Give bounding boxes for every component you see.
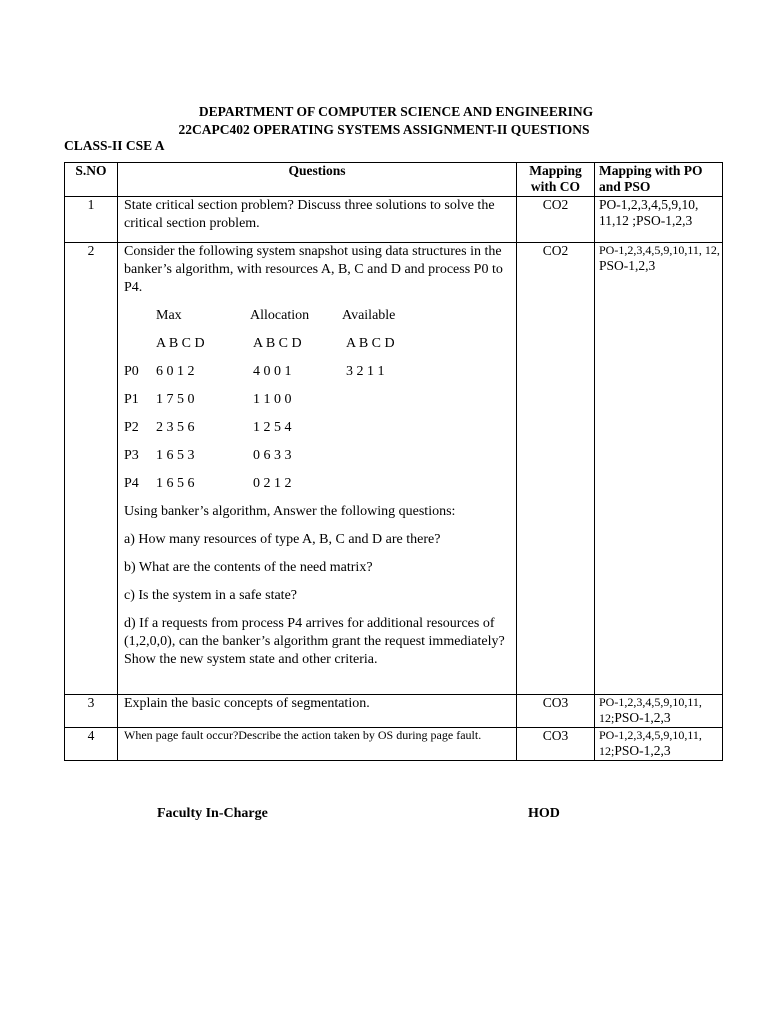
process-max: 6 0 1 2 xyxy=(156,364,195,379)
col-max: Max xyxy=(156,308,182,323)
resource-label: A B C D xyxy=(156,336,205,351)
process-name: P2 xyxy=(124,420,139,435)
question-text: When page fault occur?Describe the action taken by OS during page fault. xyxy=(124,728,482,742)
faculty-signature-label: Faculty In-Charge xyxy=(157,806,268,821)
process-row xyxy=(124,475,510,503)
snapshot-resource-labels xyxy=(124,335,510,363)
row-co: CO2 xyxy=(517,243,595,695)
hod-signature-label: HOD xyxy=(528,806,560,821)
row-po xyxy=(595,695,723,728)
process-available: 3 2 1 1 xyxy=(346,364,385,379)
question-text: Explain the basic concepts of segmentation. xyxy=(124,696,370,711)
process-name: P1 xyxy=(124,392,139,407)
pso-line: PSO-1,2,3 xyxy=(614,710,671,725)
snapshot-col-headers xyxy=(124,307,510,335)
table-row xyxy=(65,197,723,243)
row-question xyxy=(118,728,517,761)
process-max: 1 6 5 3 xyxy=(156,448,195,463)
col-allocation: Allocation xyxy=(250,308,310,323)
process-allocation: 0 2 1 2 xyxy=(253,476,292,491)
header-po: Mapping with PO and PSO xyxy=(595,163,723,197)
follow-up-text: Using banker’s algorithm, Answer the following questions: xyxy=(124,504,456,519)
po-line-cont: 12; xyxy=(599,711,615,725)
row-question xyxy=(118,243,517,695)
process-row xyxy=(124,447,510,475)
row-question xyxy=(118,197,517,243)
sub-question: b) What are the contents of the need matrix? xyxy=(124,560,373,575)
po-line: PO-1,2,3,4,5,9,10,11, xyxy=(599,728,702,742)
process-max: 2 3 5 6 xyxy=(156,420,195,435)
process-row xyxy=(124,391,510,419)
po-line: PO-1,2,3,4,5,9,10,11, xyxy=(599,695,702,709)
process-allocation: 0 6 3 3 xyxy=(253,448,292,463)
pso-line: PSO-1,2,3 xyxy=(599,258,656,273)
po-line: PO-1,2,3,4,5,9,10,11, 12, xyxy=(599,243,720,257)
row-co: CO3 xyxy=(517,728,595,761)
process-allocation: 1 2 5 4 xyxy=(253,420,292,435)
question-text: State critical section problem? Discuss three solutions to solve the critical section problem. xyxy=(124,198,495,231)
pso-line: PSO-1,2,3 xyxy=(614,743,671,758)
process-name: P4 xyxy=(124,476,139,491)
row-sno: 1 xyxy=(65,197,118,243)
po-line-cont: 12; xyxy=(599,744,615,758)
table-row xyxy=(65,728,723,761)
sub-question: d) If a requests from process P4 arrives for additional resources of (1,2,0,0), can the banker’s algorithm grant the request immediately? Show the new system state and other criteria. xyxy=(124,616,505,667)
header-questions: Questions xyxy=(118,163,517,197)
table-row xyxy=(65,695,723,728)
table-header-row xyxy=(65,163,723,197)
row-po: PO-1,2,3,4,5,9,10, 11,12 ;PSO-1,2,3 xyxy=(595,197,723,243)
row-po xyxy=(595,243,723,695)
row-po xyxy=(595,728,723,761)
sub-question: a) How many resources of type A, B, C and D are there? xyxy=(124,532,441,547)
process-row xyxy=(124,363,510,391)
class-label: CLASS-II CSE A xyxy=(64,138,165,153)
process-max: 1 6 5 6 xyxy=(156,476,195,491)
resource-label: A B C D xyxy=(253,336,302,351)
question-intro: Consider the following system snapshot using data structures in the banker’s algorithm, with resources A, B, C and D and process P0 to P4. xyxy=(124,244,503,295)
sub-question: c) Is the system in a safe state? xyxy=(124,588,297,603)
process-row xyxy=(124,419,510,447)
row-question xyxy=(118,695,517,728)
department-title: DEPARTMENT OF COMPUTER SCIENCE AND ENGINEERING xyxy=(198,104,594,119)
process-allocation: 4 0 0 1 xyxy=(253,364,292,379)
process-name: P0 xyxy=(124,364,139,379)
header-co: Mapping with CO xyxy=(517,163,595,197)
table-row xyxy=(65,243,723,695)
questions-table xyxy=(64,162,723,761)
col-available: Available xyxy=(342,308,396,323)
row-co: CO3 xyxy=(517,695,595,728)
process-allocation: 1 1 0 0 xyxy=(253,392,292,407)
row-sno: 3 xyxy=(65,695,118,728)
course-title: 22CAPC402 OPERATING SYSTEMS ASSIGNMENT-II QUESTIONS xyxy=(178,122,590,137)
row-sno: 4 xyxy=(65,728,118,761)
process-max: 1 7 5 0 xyxy=(156,392,195,407)
header-sno: S.NO xyxy=(65,163,118,197)
row-co: CO2 xyxy=(517,197,595,243)
row-sno: 2 xyxy=(65,243,118,695)
resource-label: A B C D xyxy=(346,336,395,351)
process-name: P3 xyxy=(124,448,139,463)
